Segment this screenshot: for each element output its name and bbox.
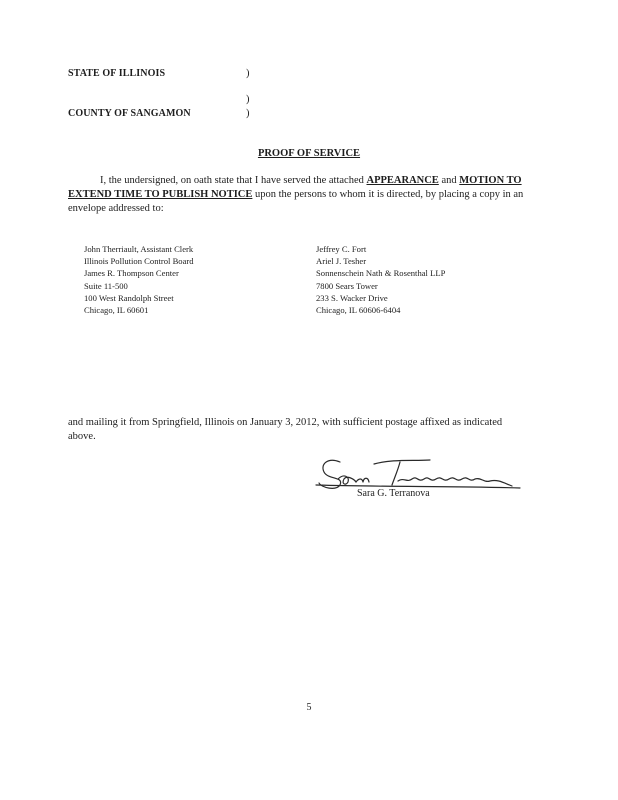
document-title: PROOF OF SERVICE <box>257 148 361 159</box>
address-block-right <box>316 243 445 316</box>
appearance-doc-title: APPEARANCE <box>366 175 439 186</box>
address-line: Sonnenschein Nath & Rosenthal LLP <box>316 268 446 279</box>
service-text: upon the persons to whom it is directed, by placing a copy in an envelope addressed to: <box>68 189 524 214</box>
address-line: Suite 11-500 <box>84 280 128 291</box>
service-text: I, the undersigned, on oath state that I have served the attached <box>100 175 367 186</box>
caption-paren: ) <box>246 108 250 119</box>
address-line: Chicago, IL 60601 <box>84 304 149 315</box>
page-number: 5 <box>306 702 312 713</box>
mailing-paragraph: and mailing it from Springfield, Illinois on January 3, 2012, with sufficient postage affixed as indicated above. <box>68 417 503 442</box>
address-line: John Therriault, Assistant Clerk <box>84 244 194 254</box>
caption-paren: ) <box>246 68 250 79</box>
service-paragraph <box>68 174 528 216</box>
service-text: and <box>438 175 460 186</box>
motion-doc-title: MOTION TO EXTEND TIME TO PUBLISH NOTICE <box>68 175 522 200</box>
address-line: 233 S. Wacker Drive <box>316 292 388 303</box>
address-line: 100 West Randolph Street <box>84 292 174 303</box>
address-line: Chicago, IL 60606-6404 <box>316 304 401 315</box>
address-line: 7800 Sears Tower <box>316 280 378 291</box>
caption-paren: ) <box>246 94 250 105</box>
address-line: James R. Thompson Center <box>84 268 179 279</box>
address-line: Illinois Pollution Control Board <box>84 256 194 267</box>
address-line: Ariel J. Tesher <box>316 256 367 267</box>
signatory-name: Sara G. Terranova <box>357 488 430 499</box>
address-line: Jeffrey C. Fort <box>316 244 367 254</box>
address-block-left <box>84 243 194 316</box>
caption-county: COUNTY OF SANGAMON <box>68 108 191 119</box>
signature-strokes <box>316 460 520 488</box>
caption-state: STATE OF ILLINOIS <box>68 68 166 79</box>
